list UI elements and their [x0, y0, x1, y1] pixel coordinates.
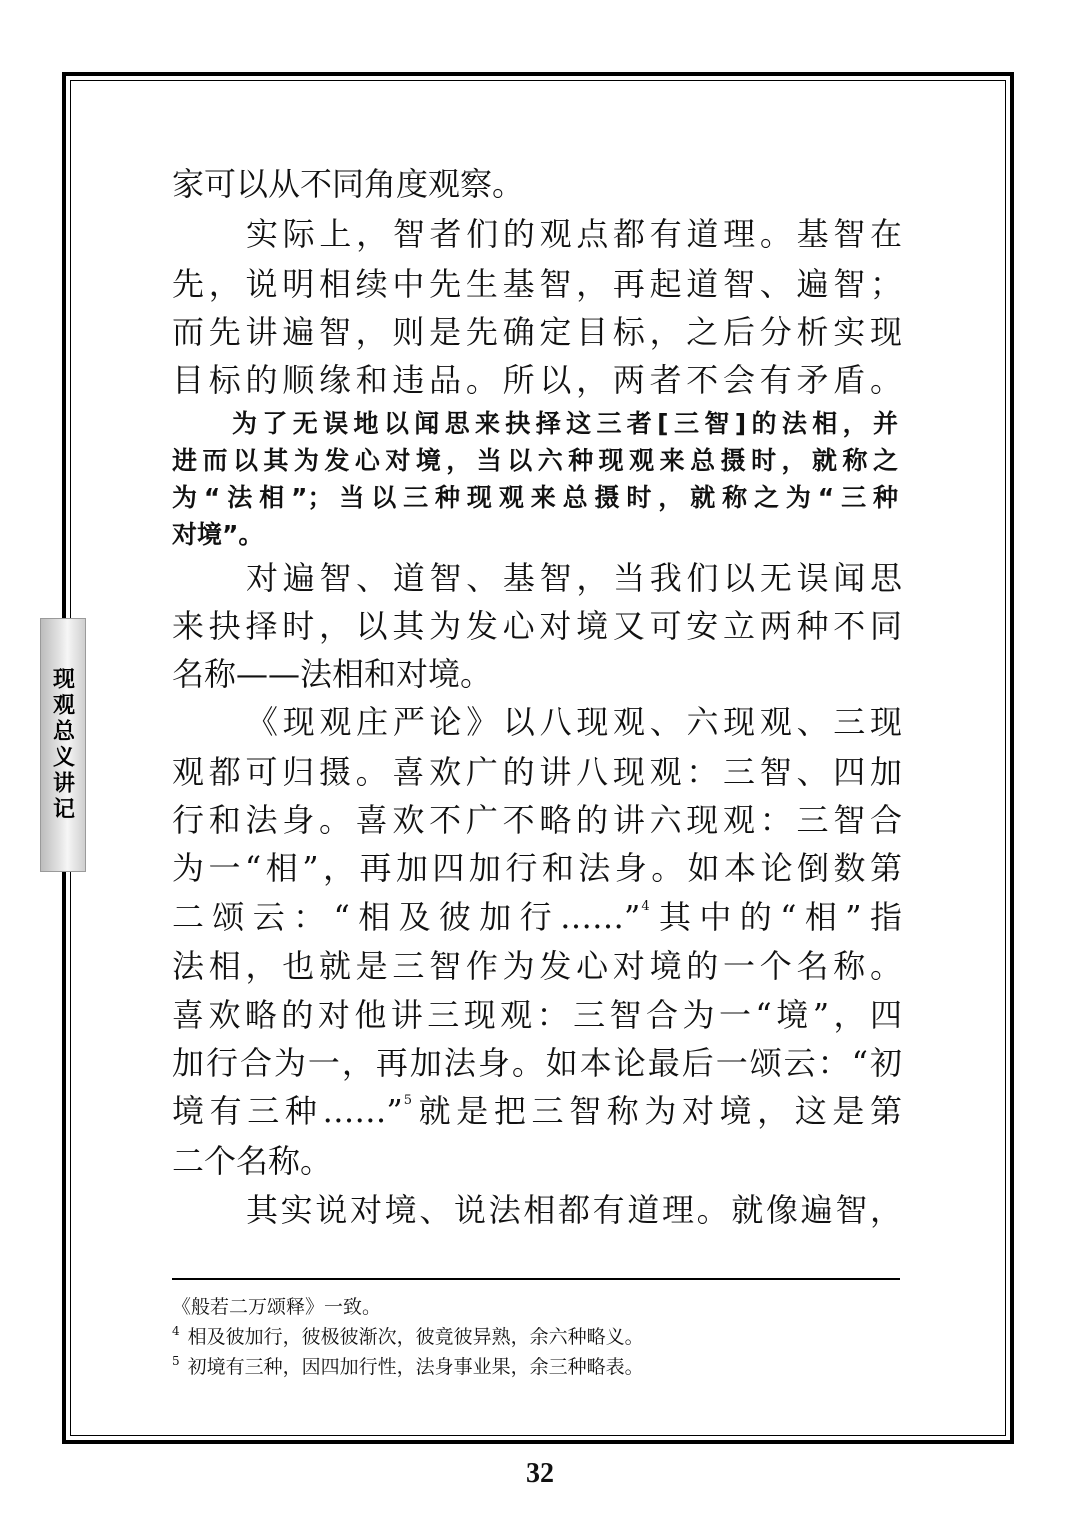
side-tab-title: 现观总义讲记	[49, 667, 76, 823]
footnote-5-marker: 5	[172, 1354, 180, 1368]
body-line: 而先讲遍智，则是先确定目标，之后分析实现	[172, 313, 902, 351]
root-text-line: 为了无误地以闻思来抉择这三者[三智]的法相，并	[232, 409, 898, 438]
footnote-4	[172, 1324, 902, 1350]
footnote-4-text: 相及彼加行，彼极彼渐次，彼竟彼异熟，余六种略义。	[187, 1326, 644, 1348]
body-line: 观都可归摄。喜欢广的讲八现观：三智、四加	[172, 753, 902, 791]
side-tab	[40, 618, 86, 872]
body-text: 境有三种……”	[172, 1092, 403, 1130]
body-line: 目标的顺缘和违品。所以，两者不会有矛盾。	[172, 361, 902, 399]
footnote-continued: 《般若二万颂释》一致。	[172, 1296, 382, 1318]
body-line: 对遍智、道智、基智，当我们以无误闻思	[246, 559, 902, 597]
body-line: 先，说明相续中先生基智，再起道智、遍智；	[172, 265, 902, 303]
page-number: 32	[526, 1458, 554, 1489]
root-text-line: 对境”。	[172, 520, 264, 549]
body-line-footnote-5	[172, 1091, 902, 1131]
footnote-4-marker: 4	[172, 1324, 180, 1338]
footnote-5	[172, 1354, 902, 1380]
root-text-line: 进而以其为发心对境，当以六种现观来总摄时，就称之	[172, 446, 898, 475]
body-line: 二个名称。	[172, 1142, 333, 1180]
body-text: 其中的“相”指	[650, 898, 902, 936]
body-line: 喜欢略的对他讲三现观：三智合为一“境”，四	[172, 996, 902, 1034]
footnote-marker-4: 4	[641, 899, 650, 914]
body-line: 实际上，智者们的观点都有道理。基智在	[246, 215, 902, 253]
body-line: 家可以从不同角度观察。	[172, 165, 525, 203]
footnote-separator	[172, 1278, 900, 1280]
body-line: 法相，也就是三智作为发心对境的一个名称。	[172, 947, 902, 985]
body-line: 来抉择时，以其为发心对境又可安立两种不同	[172, 607, 902, 645]
body-line: 《现观庄严论》以八现观、六现观、三现	[246, 703, 902, 741]
footnote-marker-5: 5	[403, 1093, 413, 1108]
body-line: 行和法身。喜欢不广不略的讲六现观：三智合	[172, 801, 902, 839]
footnote-5-text: 初境有三种，因四加行性，法身事业果，余三种略表。	[187, 1356, 644, 1378]
body-line: 为一“相”，再加四加行和法身。如本论倒数第	[172, 849, 902, 887]
body-line: 其实说对境、说法相都有道理。就像遍智，	[246, 1191, 902, 1229]
body-line: 加行合为一，再加法身。如本论最后一颂云：“初	[172, 1044, 902, 1082]
body-text: 就是把三智称为对境，这是第	[413, 1092, 902, 1130]
root-text-line: 为“法相”；当以三种现观来总摄时，就称之为“三种	[172, 483, 898, 512]
body-line-footnote-4	[172, 897, 902, 937]
body-text: 二颂云：“相及彼加行……”	[172, 898, 641, 936]
body-line: 名称——法相和对境。	[172, 655, 493, 693]
